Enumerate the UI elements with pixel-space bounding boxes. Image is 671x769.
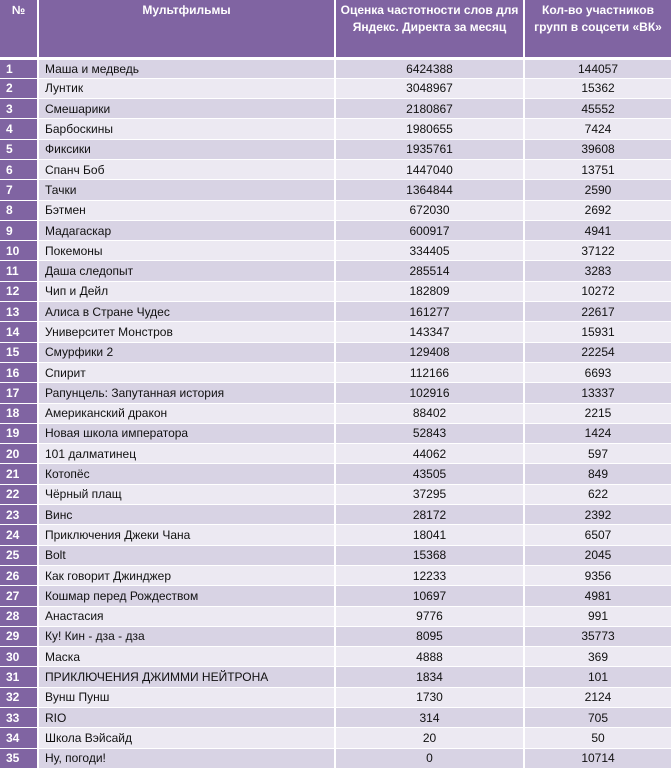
yandex-frequency-cell: 10697 xyxy=(335,586,524,606)
vk-members-cell: 13751 xyxy=(524,159,671,179)
table-row xyxy=(0,99,671,119)
yandex-frequency-cell: 15368 xyxy=(335,545,524,565)
cartoon-name-cell: Ку! Кин - дза - дза xyxy=(38,626,335,646)
row-number-cell: 2 xyxy=(0,78,38,98)
row-number-cell: 23 xyxy=(0,505,38,525)
yandex-frequency-cell: 102916 xyxy=(335,383,524,403)
vk-members-cell: 22254 xyxy=(524,342,671,362)
table-row xyxy=(0,383,671,403)
yandex-frequency-cell: 143347 xyxy=(335,322,524,342)
vk-members-cell: 45552 xyxy=(524,99,671,119)
vk-members-cell: 10714 xyxy=(524,748,671,768)
row-number-cell: 12 xyxy=(0,281,38,301)
table-row xyxy=(0,687,671,707)
row-number-cell: 5 xyxy=(0,139,38,159)
row-number-cell: 18 xyxy=(0,403,38,423)
cartoon-name-cell: ПРИКЛЮЧЕНИЯ ДЖИММИ НЕЙТРОНА xyxy=(38,667,335,687)
vk-members-cell: 2692 xyxy=(524,200,671,220)
yandex-frequency-cell: 20 xyxy=(335,728,524,748)
yandex-frequency-cell: 52843 xyxy=(335,423,524,443)
table-row xyxy=(0,78,671,98)
vk-members-cell: 144057 xyxy=(524,58,671,78)
yandex-frequency-cell: 285514 xyxy=(335,261,524,281)
cartoon-name-cell: Фиксики xyxy=(38,139,335,159)
vk-members-cell: 849 xyxy=(524,464,671,484)
row-number-cell: 9 xyxy=(0,220,38,240)
row-number-cell: 35 xyxy=(0,748,38,768)
vk-members-cell: 7424 xyxy=(524,119,671,139)
yandex-frequency-cell: 1980655 xyxy=(335,119,524,139)
yandex-frequency-cell: 6424388 xyxy=(335,58,524,78)
cartoon-name-cell: Алиса в Стране Чудес xyxy=(38,302,335,322)
row-number-cell: 20 xyxy=(0,444,38,464)
cartoon-name-cell: Новая школа императора xyxy=(38,423,335,443)
table-row xyxy=(0,139,671,159)
cartoon-name-cell: 101 далматинец xyxy=(38,444,335,464)
yandex-frequency-cell: 4888 xyxy=(335,647,524,667)
header-number: № xyxy=(0,0,38,58)
table-row xyxy=(0,565,671,585)
yandex-frequency-cell: 600917 xyxy=(335,220,524,240)
cartoon-name-cell: Лунтик xyxy=(38,78,335,98)
row-number-cell: 34 xyxy=(0,728,38,748)
row-number-cell: 31 xyxy=(0,667,38,687)
vk-members-cell: 50 xyxy=(524,728,671,748)
table-row xyxy=(0,241,671,261)
vk-members-cell: 6507 xyxy=(524,525,671,545)
vk-members-cell: 101 xyxy=(524,667,671,687)
yandex-frequency-cell: 161277 xyxy=(335,302,524,322)
vk-members-cell: 9356 xyxy=(524,565,671,585)
table-row xyxy=(0,423,671,443)
row-number-cell: 30 xyxy=(0,647,38,667)
table-row xyxy=(0,261,671,281)
header-yandex-frequency: Оценка частотности слов для Яндекс. Директа за месяц xyxy=(335,0,524,58)
cartoon-name-cell: Как говорит Джинджер xyxy=(38,565,335,585)
cartoon-name-cell: Рапунцель: Запутанная история xyxy=(38,383,335,403)
yandex-frequency-cell: 1447040 xyxy=(335,159,524,179)
cartoon-name-cell: Анастасия xyxy=(38,606,335,626)
vk-members-cell: 622 xyxy=(524,484,671,504)
cartoon-name-cell: Тачки xyxy=(38,180,335,200)
cartoon-name-cell: Приключения Джеки Чана xyxy=(38,525,335,545)
row-number-cell: 24 xyxy=(0,525,38,545)
yandex-frequency-cell: 314 xyxy=(335,708,524,728)
row-number-cell: 17 xyxy=(0,383,38,403)
row-number-cell: 4 xyxy=(0,119,38,139)
table-row xyxy=(0,667,671,687)
yandex-frequency-cell: 1935761 xyxy=(335,139,524,159)
vk-members-cell: 13337 xyxy=(524,383,671,403)
cartoon-name-cell: Вунш Пунш xyxy=(38,687,335,707)
row-number-cell: 8 xyxy=(0,200,38,220)
cartoon-name-cell: Ну, погоди! xyxy=(38,748,335,768)
vk-members-cell: 10272 xyxy=(524,281,671,301)
row-number-cell: 7 xyxy=(0,180,38,200)
cartoon-name-cell: Котопёс xyxy=(38,464,335,484)
table-row xyxy=(0,545,671,565)
cartoon-name-cell: Спанч Боб xyxy=(38,159,335,179)
table-row xyxy=(0,362,671,382)
yandex-frequency-cell: 129408 xyxy=(335,342,524,362)
vk-members-cell: 369 xyxy=(524,647,671,667)
table-header-row xyxy=(0,0,671,58)
cartoon-name-cell: Кошмар перед Рождеством xyxy=(38,586,335,606)
cartoon-name-cell: Маша и медведь xyxy=(38,58,335,78)
vk-members-cell: 4941 xyxy=(524,220,671,240)
cartoon-name-cell: Маска xyxy=(38,647,335,667)
table-row xyxy=(0,220,671,240)
table-row xyxy=(0,748,671,768)
table-row xyxy=(0,708,671,728)
cartoon-name-cell: Американский дракон xyxy=(38,403,335,423)
row-number-cell: 22 xyxy=(0,484,38,504)
vk-members-cell: 37122 xyxy=(524,241,671,261)
table-row xyxy=(0,484,671,504)
vk-members-cell: 2045 xyxy=(524,545,671,565)
table-row xyxy=(0,444,671,464)
vk-members-cell: 39608 xyxy=(524,139,671,159)
cartoon-name-cell: Смешарики xyxy=(38,99,335,119)
vk-members-cell: 35773 xyxy=(524,626,671,646)
table-row xyxy=(0,403,671,423)
yandex-frequency-cell: 44062 xyxy=(335,444,524,464)
row-number-cell: 28 xyxy=(0,606,38,626)
cartoon-name-cell: Мадагаскар xyxy=(38,220,335,240)
row-number-cell: 26 xyxy=(0,565,38,585)
cartoon-name-cell: Даша следопыт xyxy=(38,261,335,281)
header-vk-members: Кол-во участников групп в соцсети «ВК» xyxy=(524,0,671,58)
vk-members-cell: 15931 xyxy=(524,322,671,342)
vk-members-cell: 2590 xyxy=(524,180,671,200)
row-number-cell: 29 xyxy=(0,626,38,646)
vk-members-cell: 1424 xyxy=(524,423,671,443)
table-row xyxy=(0,647,671,667)
row-number-cell: 14 xyxy=(0,322,38,342)
table-row xyxy=(0,525,671,545)
header-cartoons: Мультфильмы xyxy=(38,0,335,58)
vk-members-cell: 4981 xyxy=(524,586,671,606)
row-number-cell: 6 xyxy=(0,159,38,179)
row-number-cell: 10 xyxy=(0,241,38,261)
table-row xyxy=(0,586,671,606)
cartoon-name-cell: Покемоны xyxy=(38,241,335,261)
vk-members-cell: 15362 xyxy=(524,78,671,98)
yandex-frequency-cell: 37295 xyxy=(335,484,524,504)
table-row xyxy=(0,626,671,646)
cartoon-name-cell: RIO xyxy=(38,708,335,728)
table-row xyxy=(0,302,671,322)
row-number-cell: 25 xyxy=(0,545,38,565)
yandex-frequency-cell: 18041 xyxy=(335,525,524,545)
yandex-frequency-cell: 1364844 xyxy=(335,180,524,200)
table-row xyxy=(0,58,671,78)
yandex-frequency-cell: 1730 xyxy=(335,687,524,707)
yandex-frequency-cell: 12233 xyxy=(335,565,524,585)
table-row xyxy=(0,464,671,484)
row-number-cell: 33 xyxy=(0,708,38,728)
yandex-frequency-cell: 112166 xyxy=(335,362,524,382)
yandex-frequency-cell: 672030 xyxy=(335,200,524,220)
row-number-cell: 32 xyxy=(0,687,38,707)
cartoon-name-cell: Бэтмен xyxy=(38,200,335,220)
row-number-cell: 19 xyxy=(0,423,38,443)
table-row xyxy=(0,728,671,748)
yandex-frequency-cell: 8095 xyxy=(335,626,524,646)
table-row xyxy=(0,159,671,179)
row-number-cell: 3 xyxy=(0,99,38,119)
vk-members-cell: 705 xyxy=(524,708,671,728)
cartoon-name-cell: Школа Вэйсайд xyxy=(38,728,335,748)
cartoon-name-cell: Винс xyxy=(38,505,335,525)
cartoon-name-cell: Bolt xyxy=(38,545,335,565)
yandex-frequency-cell: 334405 xyxy=(335,241,524,261)
row-number-cell: 13 xyxy=(0,302,38,322)
table-row xyxy=(0,180,671,200)
vk-members-cell: 6693 xyxy=(524,362,671,382)
yandex-frequency-cell: 88402 xyxy=(335,403,524,423)
table-row xyxy=(0,119,671,139)
yandex-frequency-cell: 2180867 xyxy=(335,99,524,119)
cartoon-name-cell: Барбоскины xyxy=(38,119,335,139)
cartoon-name-cell: Спирит xyxy=(38,362,335,382)
table-row xyxy=(0,281,671,301)
row-number-cell: 15 xyxy=(0,342,38,362)
table-row xyxy=(0,342,671,362)
vk-members-cell: 2392 xyxy=(524,505,671,525)
vk-members-cell: 597 xyxy=(524,444,671,464)
yandex-frequency-cell: 0 xyxy=(335,748,524,768)
cartoon-name-cell: Смурфики 2 xyxy=(38,342,335,362)
row-number-cell: 16 xyxy=(0,362,38,382)
row-number-cell: 21 xyxy=(0,464,38,484)
vk-members-cell: 22617 xyxy=(524,302,671,322)
yandex-frequency-cell: 43505 xyxy=(335,464,524,484)
table-row xyxy=(0,505,671,525)
vk-members-cell: 991 xyxy=(524,606,671,626)
cartoon-name-cell: Чип и Дейл xyxy=(38,281,335,301)
cartoon-name-cell: Чёрный плащ xyxy=(38,484,335,504)
vk-members-cell: 3283 xyxy=(524,261,671,281)
vk-members-cell: 2124 xyxy=(524,687,671,707)
vk-members-cell: 2215 xyxy=(524,403,671,423)
yandex-frequency-cell: 182809 xyxy=(335,281,524,301)
row-number-cell: 27 xyxy=(0,586,38,606)
table-row xyxy=(0,606,671,626)
yandex-frequency-cell: 28172 xyxy=(335,505,524,525)
table-row xyxy=(0,322,671,342)
table-body xyxy=(0,58,671,768)
table-row xyxy=(0,200,671,220)
yandex-frequency-cell: 3048967 xyxy=(335,78,524,98)
yandex-frequency-cell: 1834 xyxy=(335,667,524,687)
row-number-cell: 1 xyxy=(0,58,38,78)
yandex-frequency-cell: 9776 xyxy=(335,606,524,626)
row-number-cell: 11 xyxy=(0,261,38,281)
cartoon-name-cell: Университет Монстров xyxy=(38,322,335,342)
